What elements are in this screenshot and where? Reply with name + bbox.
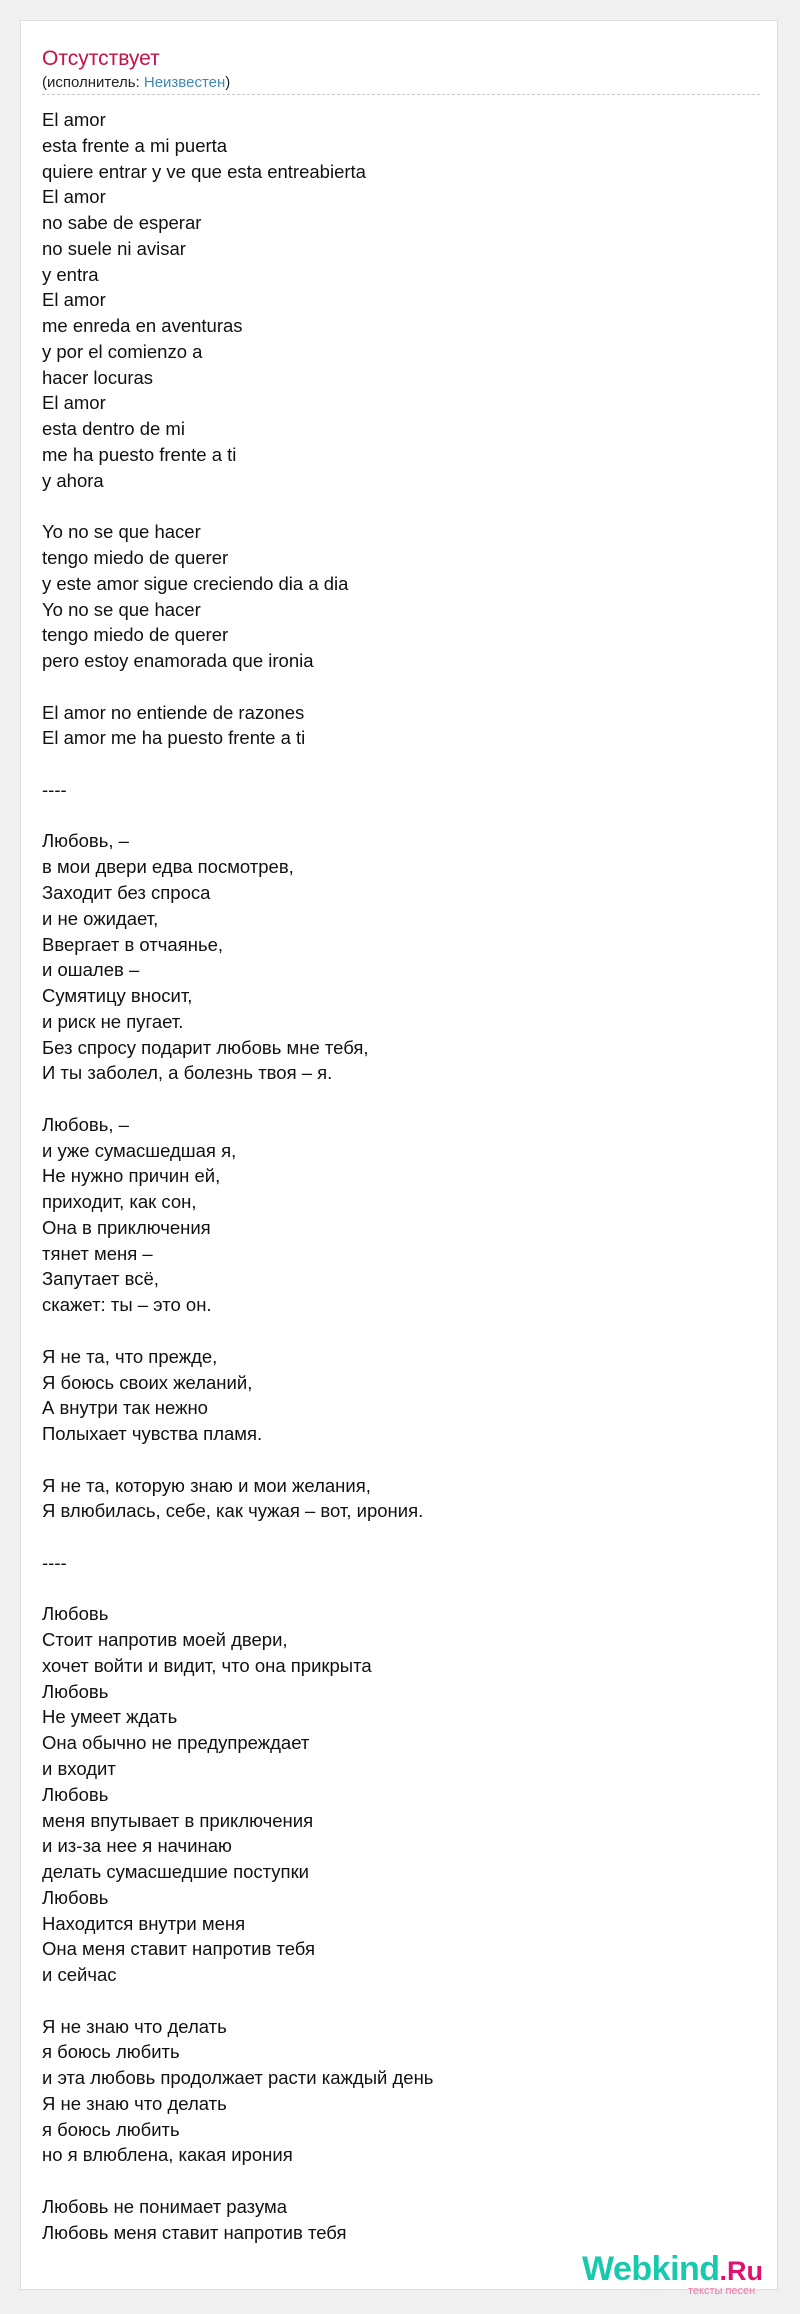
lyric-line: Не умеет ждать xyxy=(42,1706,178,1728)
lyric-blank-line xyxy=(42,751,762,777)
logo-tld-text: .Ru xyxy=(719,2256,764,2286)
performer-suffix: ) xyxy=(225,74,231,91)
lyric-line: делать сумасшедшие поступки xyxy=(42,1861,310,1883)
lyric-line: Любовь, – xyxy=(42,830,129,852)
lyric-line: tengo miedo de querer xyxy=(42,624,229,646)
lyric-line: и входит xyxy=(42,1758,116,1779)
lyric-blank-line xyxy=(42,1447,762,1473)
lyric-line: Стоит напротив моей двери, xyxy=(42,1629,288,1651)
lyric-line: El amor xyxy=(42,392,106,414)
lyric-line: А внутри так нежно xyxy=(42,1397,208,1419)
lyric-line: El amor xyxy=(42,186,106,208)
lyric-line: Не нужно причин ей, xyxy=(42,1165,221,1187)
lyric-line: Я боюсь своих желаний, xyxy=(42,1371,253,1393)
lyric-blank-line xyxy=(42,1086,762,1112)
lyric-line: El amor xyxy=(42,289,106,311)
lyric-line: хочет войти и видит, что она прикрыта xyxy=(42,1654,372,1676)
lyric-line: Любовь, – xyxy=(42,1113,129,1135)
lyric-line: y entra xyxy=(42,263,99,285)
lyric-line: я боюсь любить xyxy=(42,2041,180,2063)
lyric-line: El amor me ha puesto frente a ti xyxy=(42,727,306,749)
lyric-line: Yo no se que hacer xyxy=(42,598,201,620)
lyric-line: Любовь не понимает разума xyxy=(42,2196,287,2218)
performer-prefix: (исполнитель: xyxy=(42,74,144,91)
lyric-line: И ты заболел, а болезнь твоя – я. xyxy=(42,1062,333,1084)
lyric-line: tengo miedo de querer xyxy=(42,547,229,569)
lyric-line: y ahora xyxy=(42,469,104,491)
lyric-line: Она меня ставит напротив тебя xyxy=(42,1938,316,1960)
lyric-line: ---- xyxy=(42,778,67,800)
lyric-line: Любовь xyxy=(42,1603,109,1625)
lyrics-text xyxy=(42,107,762,2246)
lyric-line: quiere entrar y ve que esta entreabierta xyxy=(42,160,366,182)
lyric-line: Она в приключения xyxy=(42,1216,211,1238)
lyric-line: и из-за нее я начинаю xyxy=(42,1835,232,1857)
lyric-line: Я не та, которую знаю и мои желания, xyxy=(42,1474,371,1496)
lyric-blank-line xyxy=(42,493,762,519)
lyric-line: Она обычно не предупреждает xyxy=(42,1732,310,1754)
lyric-line: no suele ni avisar xyxy=(42,237,186,259)
lyric-line: esta frente a mi puerta xyxy=(42,134,228,156)
lyric-line: Я не знаю что делать xyxy=(42,2015,227,2037)
lyric-line: me enreda en aventuras xyxy=(42,315,243,337)
lyric-line: no sabe de esperar xyxy=(42,212,202,234)
lyric-line: и ошалев – xyxy=(42,959,140,981)
lyric-line: Находится внутри меня xyxy=(42,1912,246,1934)
lyric-line: hacer locuras xyxy=(42,366,154,388)
lyric-line: Запутает всё, xyxy=(42,1268,159,1290)
lyric-line: но я влюблена, какая ирония xyxy=(42,2144,293,2166)
lyric-line: меня впутывает в приключения xyxy=(42,1809,314,1831)
performer-link[interactable]: Неизвестен xyxy=(143,74,226,91)
lyric-blank-line xyxy=(42,674,762,700)
lyric-line: Я не знаю что делать xyxy=(42,2092,227,2114)
lyric-line: я боюсь любить xyxy=(42,2118,180,2140)
lyric-line: me ha puesto frente a ti xyxy=(42,443,237,465)
lyric-blank-line xyxy=(42,2168,762,2194)
lyric-line: Я влюбилась, себе, как чужая – вот, ирония. xyxy=(42,1500,424,1522)
lyric-line: Любовь xyxy=(42,1783,109,1805)
lyric-line: Заходит без спроса xyxy=(42,881,211,903)
lyric-line: Любовь xyxy=(42,1886,109,1908)
performer-line xyxy=(42,73,230,93)
lyric-blank-line xyxy=(42,1576,762,1602)
lyric-blank-line xyxy=(42,803,762,829)
lyric-line: приходит, как сон, xyxy=(42,1191,197,1213)
lyric-line: и риск не пугает. xyxy=(42,1010,184,1032)
title-divider xyxy=(42,94,760,95)
lyric-line: y por el comienzo a xyxy=(42,340,203,362)
lyric-line: esta dentro de mi xyxy=(42,418,185,440)
webkind-logo[interactable] xyxy=(582,2249,782,2299)
lyric-line: Ввергает в отчаянье, xyxy=(42,933,224,955)
lyric-line: в мои двери едва посмотрев, xyxy=(42,856,294,878)
lyric-blank-line xyxy=(42,1524,762,1550)
lyric-line: и уже сумасшедшая я, xyxy=(42,1139,237,1161)
lyric-line: pero estoy enamorada que ironia xyxy=(42,650,314,672)
lyric-line: скажет: ты – это он. xyxy=(42,1294,212,1316)
logo-main-text: Webkind xyxy=(582,2250,720,2288)
lyric-line: Любовь меня ставит напротив тебя xyxy=(42,2221,347,2243)
lyric-line: Yo no se que hacer xyxy=(42,521,201,543)
song-title: Отсутствует xyxy=(42,47,160,70)
lyric-line: ---- xyxy=(42,1551,67,1573)
lyric-line: и не ожидает, xyxy=(42,907,159,929)
lyric-line: и сейчас xyxy=(42,1964,117,1986)
lyric-line: y este amor sigue creciendo dia a dia xyxy=(42,572,349,594)
lyric-blank-line xyxy=(42,1988,762,2014)
lyric-line: тянет меня – xyxy=(42,1242,153,1264)
lyric-line: и эта любовь продолжает расти каждый день xyxy=(42,2067,434,2089)
lyric-blank-line xyxy=(42,1318,762,1344)
lyric-line: Без спросу подарит любовь мне тебя, xyxy=(42,1036,369,1058)
lyric-line: El amor xyxy=(42,109,106,130)
logo-tagline: тексты песен xyxy=(688,2285,756,2297)
lyric-line: Сумятицу вносит, xyxy=(42,985,193,1007)
lyric-line: Любовь xyxy=(42,1680,109,1702)
lyrics-card xyxy=(20,20,778,2297)
lyric-line: Я не та, что прежде, xyxy=(42,1345,218,1367)
lyric-line: El amor no entiende de razones xyxy=(42,701,305,723)
lyric-line: Полыхает чувства пламя. xyxy=(42,1423,263,1445)
